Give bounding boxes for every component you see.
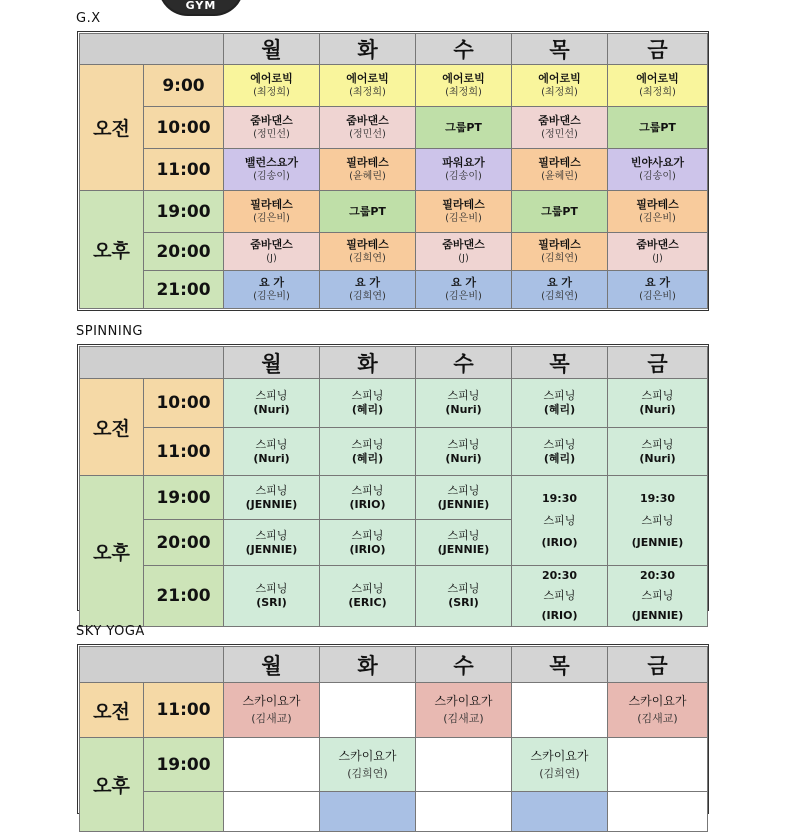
class-cell xyxy=(224,428,320,476)
class-name: 에어로빅 xyxy=(442,71,485,85)
class-name: 에어로빅 xyxy=(636,71,679,85)
class-name: 에어로빅 xyxy=(346,71,389,85)
class-time: 19:30 xyxy=(639,491,675,505)
class-cell xyxy=(416,271,512,309)
instructor: (JENNIE) xyxy=(631,535,684,549)
period-am: 오전 xyxy=(80,683,144,738)
class-name: 스피닝 xyxy=(641,589,674,602)
period-am: 오전 xyxy=(80,379,144,476)
instructor: (김희연) xyxy=(349,252,386,264)
sky-yoga-table xyxy=(79,646,708,832)
day-header-thu: 목 xyxy=(512,34,608,65)
class-name: 스피닝 xyxy=(641,389,674,402)
class-name: 그룹PT xyxy=(639,120,676,134)
class-cell xyxy=(320,566,416,627)
class-cell xyxy=(608,149,708,191)
class-cell xyxy=(416,233,512,271)
class-cell xyxy=(416,65,512,107)
instructor: (Nuri) xyxy=(253,451,290,465)
day-header-thu: 목 xyxy=(512,647,608,683)
instructor: (Nuri) xyxy=(445,451,482,465)
class-cell xyxy=(608,107,708,149)
time-cell: 19:00 xyxy=(144,191,224,233)
spinning-title: SPINNING xyxy=(76,324,144,339)
class-cell xyxy=(608,65,708,107)
class-name: 스피닝 xyxy=(255,528,288,542)
class-name: 스카이요가 xyxy=(242,694,301,708)
day-header-mon: 월 xyxy=(224,34,320,65)
class-name: 필라테스 xyxy=(538,237,581,251)
class-name: 에어로빅 xyxy=(250,71,293,85)
class-cell xyxy=(512,428,608,476)
instructor: (IRIO) xyxy=(541,609,578,622)
class-name: 그룹PT xyxy=(445,120,482,134)
class-name: 스카이요가 xyxy=(434,694,493,708)
day-header-mon: 월 xyxy=(224,647,320,683)
empty-cell xyxy=(416,792,512,832)
class-cell-thu-2030 xyxy=(512,566,608,627)
class-name: 스피닝 xyxy=(543,513,576,527)
instructor: (김새교) xyxy=(637,712,678,725)
instructor: (김은비) xyxy=(445,212,482,224)
class-name: 필라테스 xyxy=(636,197,679,211)
class-cell-thu-1930 xyxy=(512,476,608,566)
class-name: 스피닝 xyxy=(255,389,288,402)
class-name: 줌바댄스 xyxy=(250,113,293,127)
class-cell xyxy=(608,683,708,738)
class-name: 요 가 xyxy=(546,275,573,289)
period-pm: 오후 xyxy=(80,191,144,309)
class-cell xyxy=(416,107,512,149)
instructor: (Nuri) xyxy=(639,403,676,416)
class-name: 에어로빅 xyxy=(538,71,581,85)
empty-cell xyxy=(512,683,608,738)
instructor: (Nuri) xyxy=(639,451,676,465)
class-cell-fri-2030 xyxy=(608,566,708,627)
instructor: (김송이) xyxy=(253,170,290,182)
class-cell xyxy=(224,191,320,233)
instructor: (JENNIE) xyxy=(631,609,684,622)
class-name: 스피닝 xyxy=(351,582,384,595)
class-cell xyxy=(416,520,512,566)
class-name: 스카이요가 xyxy=(530,748,589,763)
instructor: (JENNIE) xyxy=(437,542,490,556)
class-name: 필라테스 xyxy=(346,237,389,251)
instructor: (J) xyxy=(458,252,469,264)
day-header-wed: 수 xyxy=(416,647,512,683)
instructor: (김새교) xyxy=(251,712,292,725)
class-cell xyxy=(608,191,708,233)
day-header-fri: 금 xyxy=(608,647,708,683)
instructor: (최정희) xyxy=(639,86,676,98)
empty-cell xyxy=(608,792,708,832)
class-name: 스피닝 xyxy=(351,483,384,497)
class-name: 스피닝 xyxy=(351,389,384,402)
class-cell xyxy=(320,191,416,233)
day-header-thu: 목 xyxy=(512,347,608,379)
class-name: 필라테스 xyxy=(538,155,581,169)
instructor: (정민선) xyxy=(253,128,290,140)
instructor: (혜리) xyxy=(351,403,384,416)
class-time: 20:30 xyxy=(541,569,577,582)
class-cell xyxy=(416,191,512,233)
class-name: 그룹PT xyxy=(349,204,386,218)
instructor: (정민선) xyxy=(349,128,386,140)
instructor: (최정희) xyxy=(253,86,290,98)
time-cell: 11:00 xyxy=(144,683,224,738)
class-name: 스피닝 xyxy=(543,589,576,602)
class-cell xyxy=(320,476,416,520)
class-cell xyxy=(320,149,416,191)
class-cell xyxy=(320,792,416,832)
class-cell xyxy=(224,379,320,428)
class-cell xyxy=(416,683,512,738)
instructor: (IRIO) xyxy=(349,542,386,556)
class-name: 파워요가 xyxy=(442,155,485,169)
class-name: 요 가 xyxy=(354,275,381,289)
instructor: (JENNIE) xyxy=(437,497,490,511)
instructor: (김희연) xyxy=(349,290,386,302)
instructor: (김은비) xyxy=(445,290,482,302)
class-cell xyxy=(320,107,416,149)
class-cell xyxy=(320,233,416,271)
class-name: 스피닝 xyxy=(447,528,480,542)
instructor: (Nuri) xyxy=(253,403,290,416)
time-cell: 11:00 xyxy=(144,149,224,191)
instructor: (김은비) xyxy=(639,290,676,302)
instructor: (ERIC) xyxy=(348,596,387,609)
instructor: (혜리) xyxy=(543,451,576,465)
corner-cell xyxy=(80,347,224,379)
class-cell xyxy=(416,476,512,520)
empty-cell xyxy=(320,683,416,738)
instructor: (IRIO) xyxy=(349,497,386,511)
instructor: (윤혜린) xyxy=(541,170,578,182)
day-header-wed: 수 xyxy=(416,347,512,379)
gx-table xyxy=(79,33,708,309)
time-cell xyxy=(144,792,224,832)
class-name: 줌바댄스 xyxy=(442,237,485,251)
instructor: (김새교) xyxy=(443,712,484,725)
day-header-tue: 화 xyxy=(320,647,416,683)
class-name: 요 가 xyxy=(450,275,477,289)
class-cell xyxy=(512,792,608,832)
class-cell xyxy=(224,65,320,107)
day-header-tue: 화 xyxy=(320,34,416,65)
spinning-table xyxy=(79,346,708,627)
empty-cell xyxy=(608,738,708,792)
instructor: (김희연) xyxy=(539,766,580,780)
instructor: (IRIO) xyxy=(541,535,578,549)
corner-cell xyxy=(80,34,224,65)
instructor: (김은비) xyxy=(639,212,676,224)
class-cell xyxy=(320,738,416,792)
class-name: 스피닝 xyxy=(543,437,576,451)
time-cell: 21:00 xyxy=(144,271,224,309)
period-am: 오전 xyxy=(80,65,144,191)
period-pm: 오후 xyxy=(80,476,144,627)
instructor: (혜리) xyxy=(351,451,384,465)
day-header-mon: 월 xyxy=(224,347,320,379)
class-cell xyxy=(320,271,416,309)
instructor: (김은비) xyxy=(253,290,290,302)
instructor: (최정희) xyxy=(349,86,386,98)
class-cell xyxy=(320,428,416,476)
class-cell xyxy=(608,233,708,271)
gx-title: G.X xyxy=(76,11,101,26)
class-name: 빈야사요가 xyxy=(630,155,685,169)
instructor: (SRI) xyxy=(256,596,287,609)
class-name: 줌바댄스 xyxy=(538,113,581,127)
class-cell xyxy=(320,65,416,107)
class-cell xyxy=(512,233,608,271)
day-header-tue: 화 xyxy=(320,347,416,379)
empty-cell xyxy=(416,738,512,792)
class-name: 줌바댄스 xyxy=(636,237,679,251)
class-cell xyxy=(608,428,708,476)
class-cell xyxy=(608,379,708,428)
corner-cell xyxy=(80,647,224,683)
class-cell xyxy=(416,566,512,627)
time-cell: 19:00 xyxy=(144,476,224,520)
class-name: 스피닝 xyxy=(447,582,480,595)
period-pm: 오후 xyxy=(80,738,144,832)
instructor: (김희연) xyxy=(347,766,388,780)
class-name: 필라테스 xyxy=(346,155,389,169)
class-cell xyxy=(320,379,416,428)
class-cell xyxy=(512,107,608,149)
time-cell: 11:00 xyxy=(144,428,224,476)
class-cell xyxy=(416,379,512,428)
sky-yoga-title: SKY YOGA xyxy=(76,624,145,639)
class-time: 19:30 xyxy=(541,491,577,505)
time-cell: 19:00 xyxy=(144,738,224,792)
class-time: 20:30 xyxy=(639,569,675,582)
instructor: (김희연) xyxy=(541,290,578,302)
class-cell xyxy=(416,428,512,476)
class-name: 필라테스 xyxy=(250,197,293,211)
empty-cell xyxy=(224,738,320,792)
class-name: 스카이요가 xyxy=(338,748,397,763)
instructor: (J) xyxy=(266,252,277,264)
class-name: 스카이요가 xyxy=(628,694,687,708)
class-cell xyxy=(512,191,608,233)
class-cell xyxy=(512,271,608,309)
instructor: (김송이) xyxy=(639,170,676,182)
class-cell xyxy=(224,520,320,566)
class-cell xyxy=(608,271,708,309)
class-name: 스피닝 xyxy=(447,389,480,402)
class-cell xyxy=(224,683,320,738)
day-header-wed: 수 xyxy=(416,34,512,65)
time-cell: 20:00 xyxy=(144,233,224,271)
time-cell: 20:00 xyxy=(144,520,224,566)
class-cell-fri-1930 xyxy=(608,476,708,566)
class-name: 스피닝 xyxy=(447,483,480,497)
instructor: (J) xyxy=(652,252,663,264)
instructor: (김희연) xyxy=(541,252,578,264)
class-cell xyxy=(320,520,416,566)
instructor: (JENNIE) xyxy=(245,497,298,511)
time-cell: 10:00 xyxy=(144,107,224,149)
instructor: (SRI) xyxy=(448,596,479,609)
instructor: (김은비) xyxy=(253,212,290,224)
class-cell xyxy=(512,379,608,428)
class-name: 밸런스요가 xyxy=(244,155,299,169)
time-cell: 10:00 xyxy=(144,379,224,428)
class-cell xyxy=(512,65,608,107)
class-name: 요 가 xyxy=(258,275,285,289)
class-cell xyxy=(224,149,320,191)
class-name: 요 가 xyxy=(644,275,671,289)
class-name: 스피닝 xyxy=(543,389,576,402)
class-name: 스피닝 xyxy=(255,582,288,595)
class-cell xyxy=(512,738,608,792)
class-name: 줌바댄스 xyxy=(250,237,293,251)
day-header-fri: 금 xyxy=(608,34,708,65)
class-name: 필라테스 xyxy=(442,197,485,211)
day-header-fri: 금 xyxy=(608,347,708,379)
class-cell xyxy=(416,149,512,191)
instructor: (정민선) xyxy=(541,128,578,140)
class-name: 스피닝 xyxy=(641,437,674,451)
time-cell: 9:00 xyxy=(144,65,224,107)
instructor: (윤혜린) xyxy=(349,170,386,182)
time-cell: 21:00 xyxy=(144,566,224,627)
class-name: 스피닝 xyxy=(351,528,384,542)
instructor: (김송이) xyxy=(445,170,482,182)
gym-logo: GYM xyxy=(158,0,244,16)
class-cell xyxy=(224,566,320,627)
class-cell xyxy=(512,149,608,191)
class-cell xyxy=(224,476,320,520)
class-cell xyxy=(224,107,320,149)
instructor: (혜리) xyxy=(543,403,576,416)
class-cell xyxy=(224,271,320,309)
empty-cell xyxy=(224,792,320,832)
class-name: 스피닝 xyxy=(351,437,384,451)
class-name: 스피닝 xyxy=(641,513,674,527)
instructor: (최정희) xyxy=(445,86,482,98)
class-cell xyxy=(224,233,320,271)
class-name: 그룹PT xyxy=(541,204,578,218)
class-name: 스피닝 xyxy=(255,437,288,451)
instructor: (Nuri) xyxy=(445,403,482,416)
class-name: 줌바댄스 xyxy=(346,113,389,127)
instructor: (최정희) xyxy=(541,86,578,98)
instructor: (JENNIE) xyxy=(245,542,298,556)
class-name: 스피닝 xyxy=(255,483,288,497)
class-name: 스피닝 xyxy=(447,437,480,451)
